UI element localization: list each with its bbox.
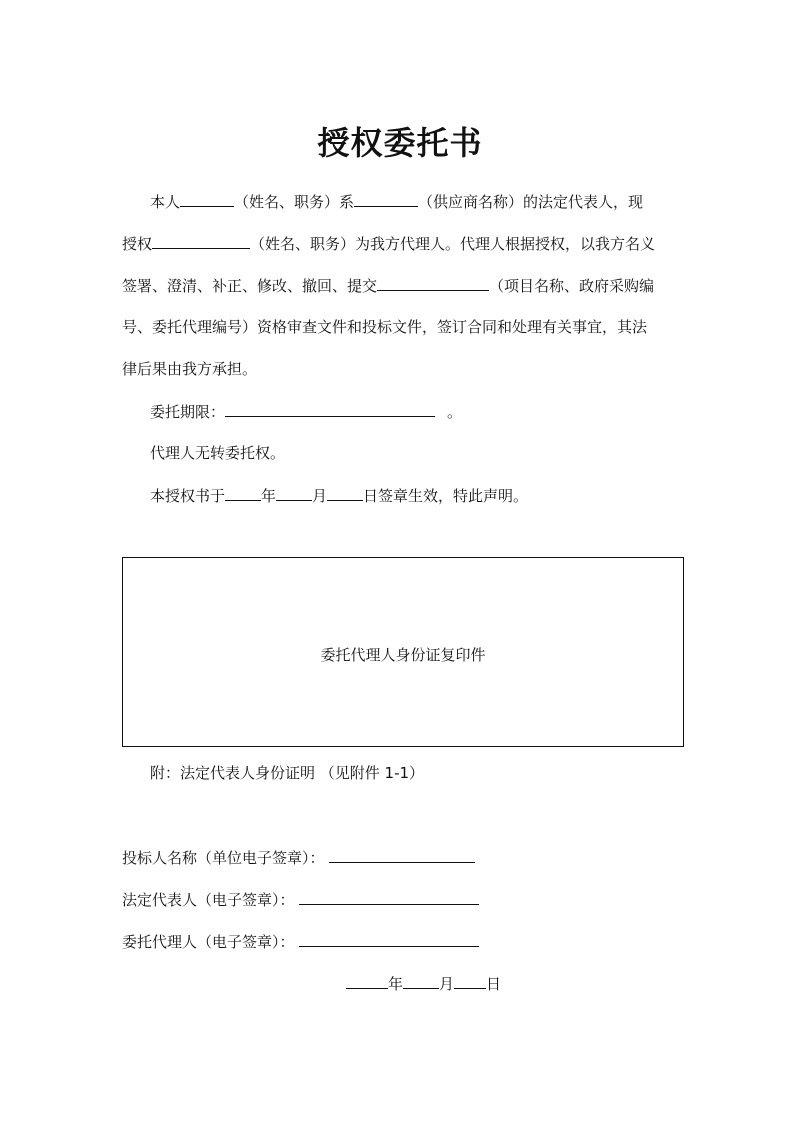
month-blank[interactable] — [403, 972, 439, 989]
para1-line2 — [122, 232, 655, 255]
agent-label: 委托代理人（电子签章）： — [122, 933, 295, 951]
text: （姓名、职务）为我方代理人。代理人根据授权，以我方名义 — [250, 235, 656, 253]
text: 日 — [486, 975, 502, 993]
id-copy-label: 委托代理人身份证复印件 — [320, 646, 486, 664]
bidder-label: 投标人名称（单位电子签章）： — [122, 849, 325, 867]
agent-blank[interactable] — [299, 930, 479, 947]
para1-line4: 号、委托代理编号）资格审查文件和投标文件，签订合同和处理有关事宜，其法 — [122, 318, 648, 336]
text: 年 — [388, 975, 404, 993]
legal-rep-signature-line — [122, 888, 479, 911]
term-label: 委托期限： — [150, 403, 226, 421]
attachment-note: 附：法定代表人身份证明 （见附件 1-1） — [150, 764, 425, 782]
text: 本人 — [150, 193, 181, 211]
date-footer — [346, 972, 501, 995]
project-blank[interactable] — [377, 274, 489, 291]
text: （项目名称、政府采购编 — [489, 277, 655, 295]
bidder-signature-line — [122, 846, 475, 869]
year-blank[interactable] — [346, 972, 388, 989]
text: （姓名、职务）系 — [234, 193, 355, 211]
document-title: 授权委托书 — [317, 124, 483, 162]
agent-name-blank[interactable] — [152, 232, 250, 249]
bidder-blank[interactable] — [329, 846, 475, 863]
supplier-blank[interactable] — [354, 190, 418, 207]
agent-signature-line — [122, 930, 479, 953]
para1-line5: 律后果由我方承担。 — [122, 360, 258, 378]
text: （供应商名称）的法定代表人，现 — [418, 193, 644, 211]
para1-line1 — [150, 190, 643, 213]
term-line — [150, 400, 462, 423]
text: 月 — [439, 975, 455, 993]
para1-line3 — [122, 274, 654, 297]
month-blank[interactable] — [276, 484, 312, 501]
day-blank[interactable] — [454, 972, 486, 989]
text: 日签章生效，特此声明。 — [363, 487, 529, 505]
text: 年 — [261, 487, 277, 505]
term-blank[interactable] — [225, 400, 435, 417]
effective-line — [150, 484, 528, 507]
text: 本授权书于 — [150, 487, 226, 505]
id-copy-box — [122, 557, 684, 747]
legal-rep-label: 法定代表人（电子签章）： — [122, 891, 295, 909]
term-end: 。 — [447, 403, 463, 421]
year-blank[interactable] — [225, 484, 261, 501]
legal-rep-blank[interactable] — [299, 888, 479, 905]
text: 签署、澄清、补正、修改、撤回、提交 — [122, 277, 378, 295]
text: 授权 — [122, 235, 153, 253]
no-transfer-line: 代理人无转委托权。 — [150, 444, 286, 462]
day-blank[interactable] — [327, 484, 363, 501]
name-blank[interactable] — [180, 190, 234, 207]
text: 月 — [312, 487, 328, 505]
